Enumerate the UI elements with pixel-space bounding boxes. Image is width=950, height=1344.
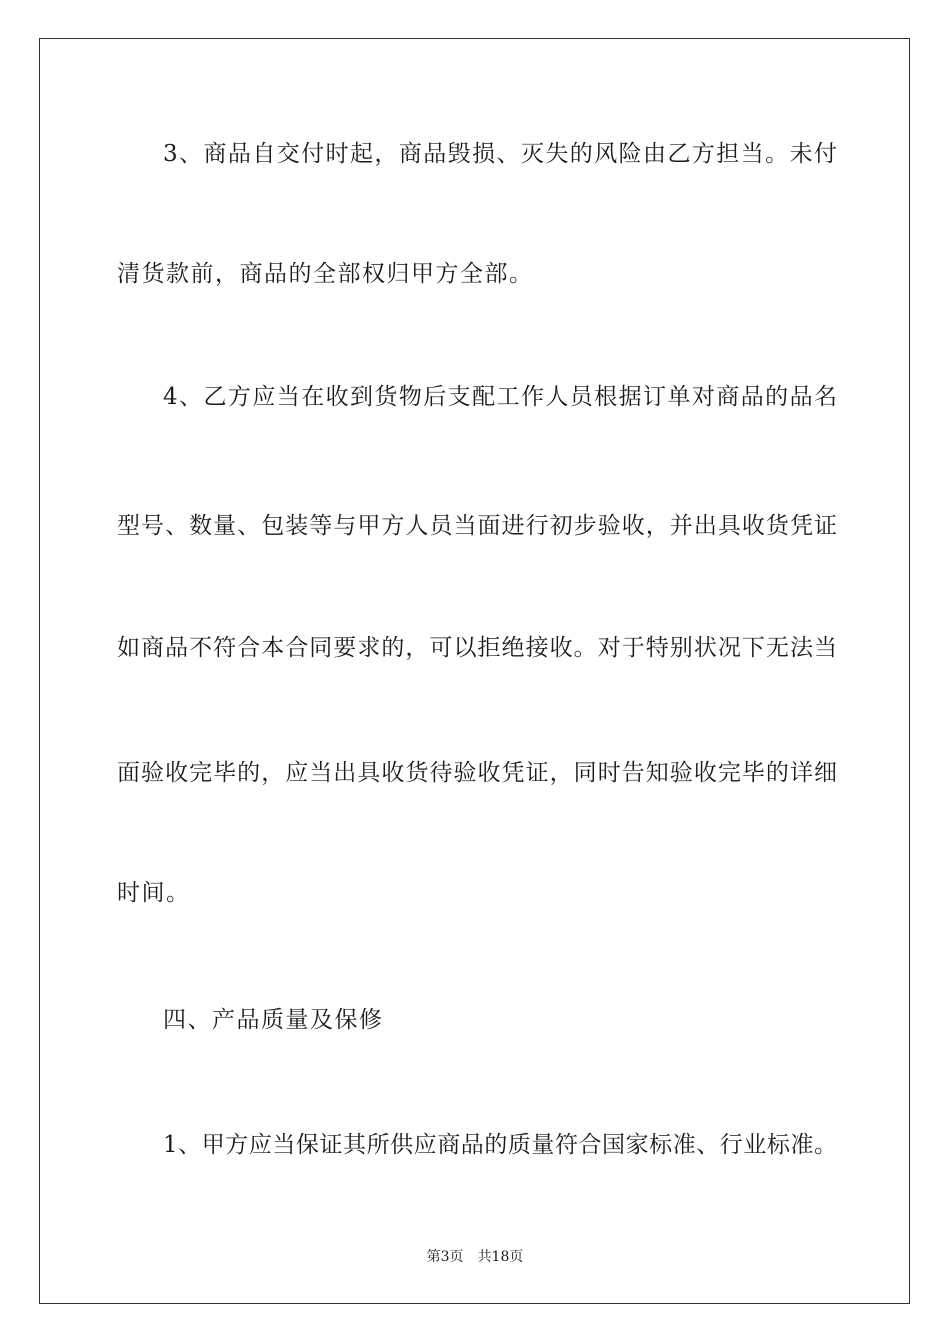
- paragraph-line-9: 1、甲方应当保证其所供应商品的质量符合国家标准、行业标准。: [163, 1132, 837, 1158]
- paragraph-line-5: 如商品不符合本合同要求的，可以拒绝接收。对于特别状况下无法当: [117, 635, 837, 661]
- paragraph-line-6: 面验收完毕的，应当出具收货待验收凭证，同时告知验收完毕的详细: [117, 760, 837, 786]
- page-footer: [0, 1248, 950, 1266]
- paragraph-line-2: 清货款前，商品的全部权归甲方全部。: [117, 261, 534, 287]
- page-number: 第3页: [426, 1249, 464, 1265]
- paragraph-line-1: 3、商品自交付时起，商品毁损、灭失的风险由乙方担当。未付: [163, 141, 837, 167]
- paragraph-line-7: 时间。: [117, 880, 191, 906]
- page-frame: [39, 38, 910, 1304]
- page-total: 共18页: [477, 1249, 524, 1265]
- paragraph-line-3: 4、乙方应当在收到货物后支配工作人员根据订单对商品的品名: [163, 384, 837, 410]
- paragraph-line-4: 型号、数量、包装等与甲方人员当面进行初步验收，并出具收货凭证: [117, 513, 837, 539]
- section-heading: 四、产品质量及保修: [163, 1007, 384, 1033]
